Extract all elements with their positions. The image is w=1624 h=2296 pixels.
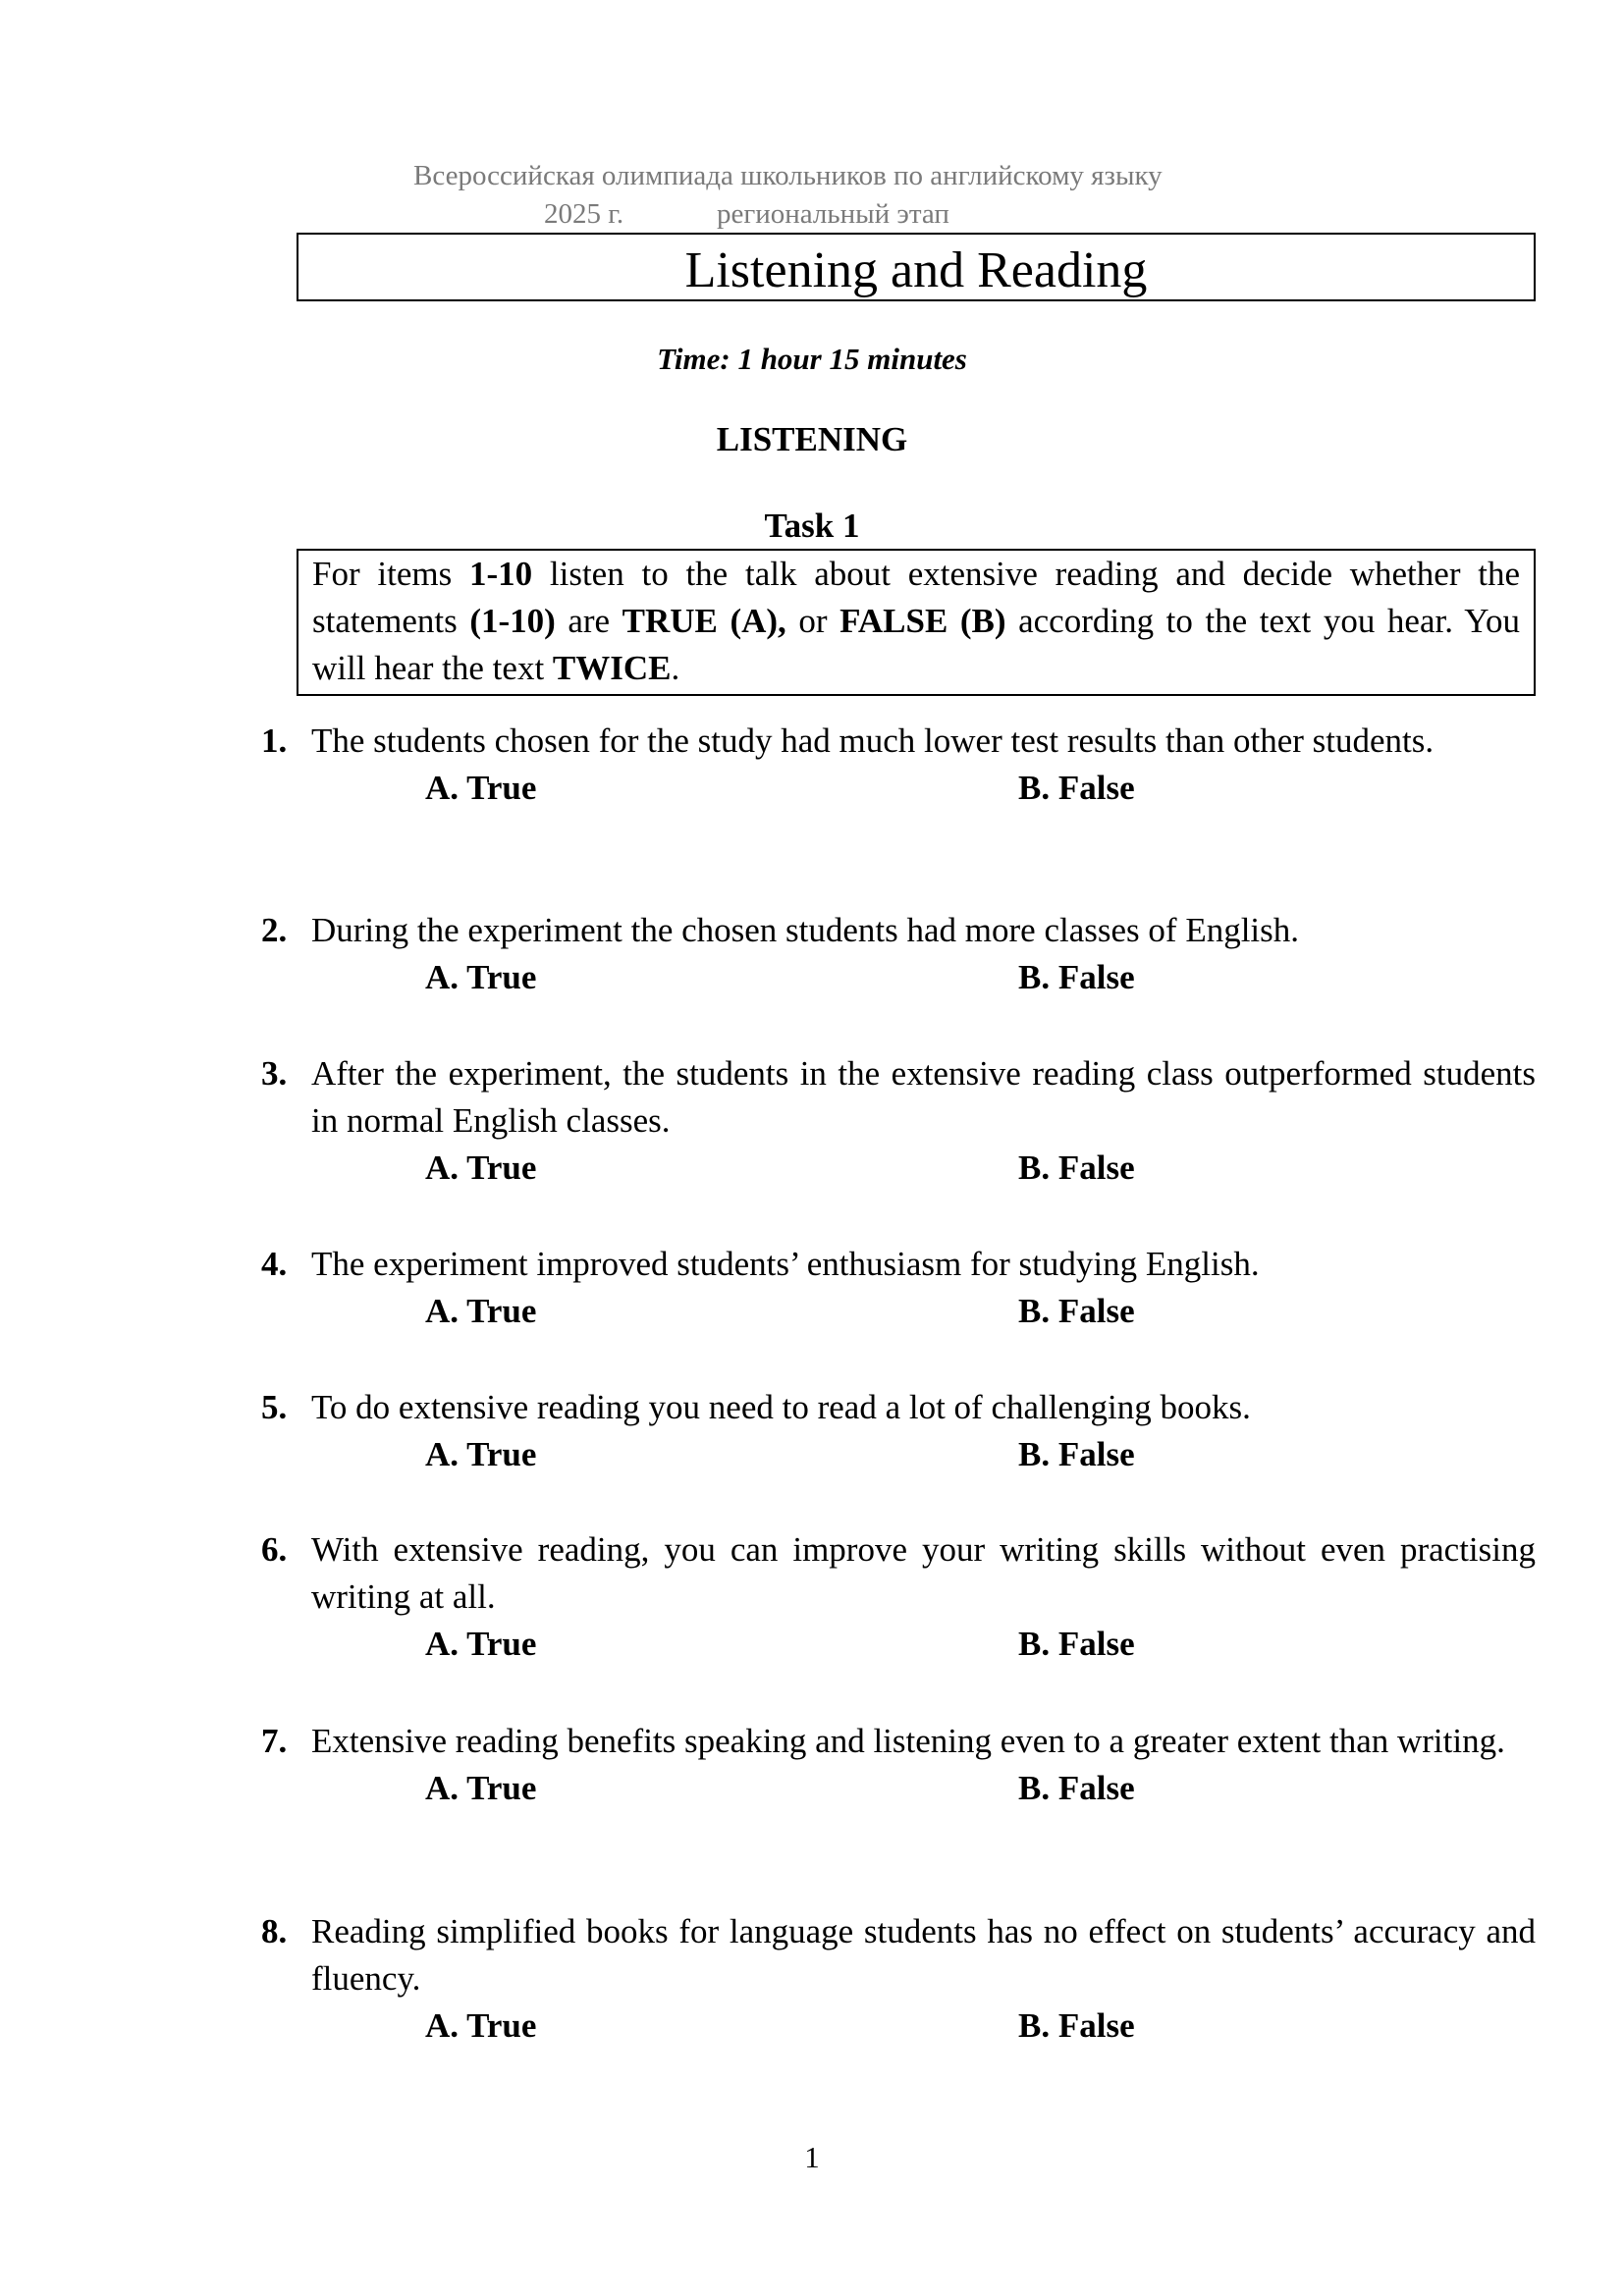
task-instructions [297, 549, 1536, 696]
question-text: After the experiment, the students in the extensive reading class outperformed students in normal English classes. [311, 1054, 1536, 1140]
question-item [261, 1526, 1536, 1668]
section-title: LISTENING [716, 420, 908, 458]
question-number: 6. [261, 1530, 288, 1569]
question-item [261, 907, 1536, 1001]
title-box [297, 233, 1536, 301]
time-limit: Time: 1 hour 15 minutes [657, 342, 967, 376]
question-text: The students chosen for the study had much lower test results than other students. [311, 721, 1435, 760]
option-b[interactable]: B. False [1018, 1435, 1135, 1473]
instr-text: For items [312, 555, 469, 593]
option-a[interactable]: A. True [425, 1292, 537, 1330]
instr-text: or [785, 602, 840, 640]
question-number: 8. [261, 1912, 288, 1950]
option-b[interactable]: B. False [1018, 1292, 1135, 1330]
option-a[interactable]: A. True [425, 769, 537, 807]
option-b[interactable]: B. False [1018, 769, 1135, 807]
question-text: Extensive reading benefits speaking and listening even to a greater extent than writing. [311, 1722, 1505, 1760]
question-number: 4. [261, 1245, 288, 1283]
instr-bold-twice: TWICE [552, 649, 672, 687]
question-item [261, 1908, 1536, 2050]
instr-bold-range: (1-10) [469, 602, 556, 640]
question-item [261, 1050, 1536, 1192]
option-a[interactable]: A. True [425, 958, 537, 996]
task-title: Task 1 [764, 507, 860, 545]
question-text: To do extensive reading you need to read a lot of challenging books. [311, 1388, 1251, 1426]
question-text: With extensive reading, you can improve your writing skills without even practising writing at all. [311, 1530, 1536, 1616]
header-stage: региональный этап [717, 198, 949, 230]
document-title: Listening and Reading [684, 242, 1148, 298]
option-a[interactable]: A. True [425, 1435, 537, 1473]
option-a[interactable]: A. True [425, 2006, 537, 2045]
question-number: 2. [261, 911, 288, 949]
question-item [261, 1718, 1536, 1812]
option-b[interactable]: B. False [1018, 1769, 1135, 1807]
header-year: 2025 г. [544, 198, 624, 230]
question-item [261, 1384, 1536, 1478]
instr-text: listen to the talk about extensive reading and decide whether the statements [312, 555, 1520, 640]
option-a[interactable]: A. True [425, 1148, 537, 1187]
question-number: 3. [261, 1054, 288, 1093]
question-text: The experiment improved students’ enthusiasm for studying English. [311, 1245, 1260, 1283]
option-b[interactable]: B. False [1018, 1148, 1135, 1187]
question-text: During the experiment the chosen students had more classes of English. [311, 911, 1300, 949]
instr-bold-items: 1-10 [468, 555, 533, 593]
option-a[interactable]: A. True [425, 1769, 537, 1807]
option-b[interactable]: B. False [1018, 2006, 1135, 2045]
instr-bold-false: FALSE (B) [839, 602, 1006, 640]
question-text: Reading simplified books for language students has no effect on students’ accuracy and fluency. [311, 1912, 1536, 1998]
question-number: 7. [261, 1722, 288, 1760]
page-number: 1 [804, 2140, 820, 2174]
question-item [261, 1241, 1536, 1335]
instr-bold-true: TRUE (A), [622, 602, 786, 640]
instr-text: . [671, 649, 680, 687]
instr-text: according to the text you hear. You will hear the text [312, 602, 1520, 687]
instr-text: are [555, 602, 623, 640]
olympiad-header: Всероссийская олимпиада школьников по английскому языку [413, 160, 1163, 191]
option-b[interactable]: B. False [1018, 1625, 1135, 1663]
question-number: 1. [261, 721, 288, 760]
question-item [261, 718, 1536, 812]
option-a[interactable]: A. True [425, 1625, 537, 1663]
question-number: 5. [261, 1388, 288, 1426]
option-b[interactable]: B. False [1018, 958, 1135, 996]
